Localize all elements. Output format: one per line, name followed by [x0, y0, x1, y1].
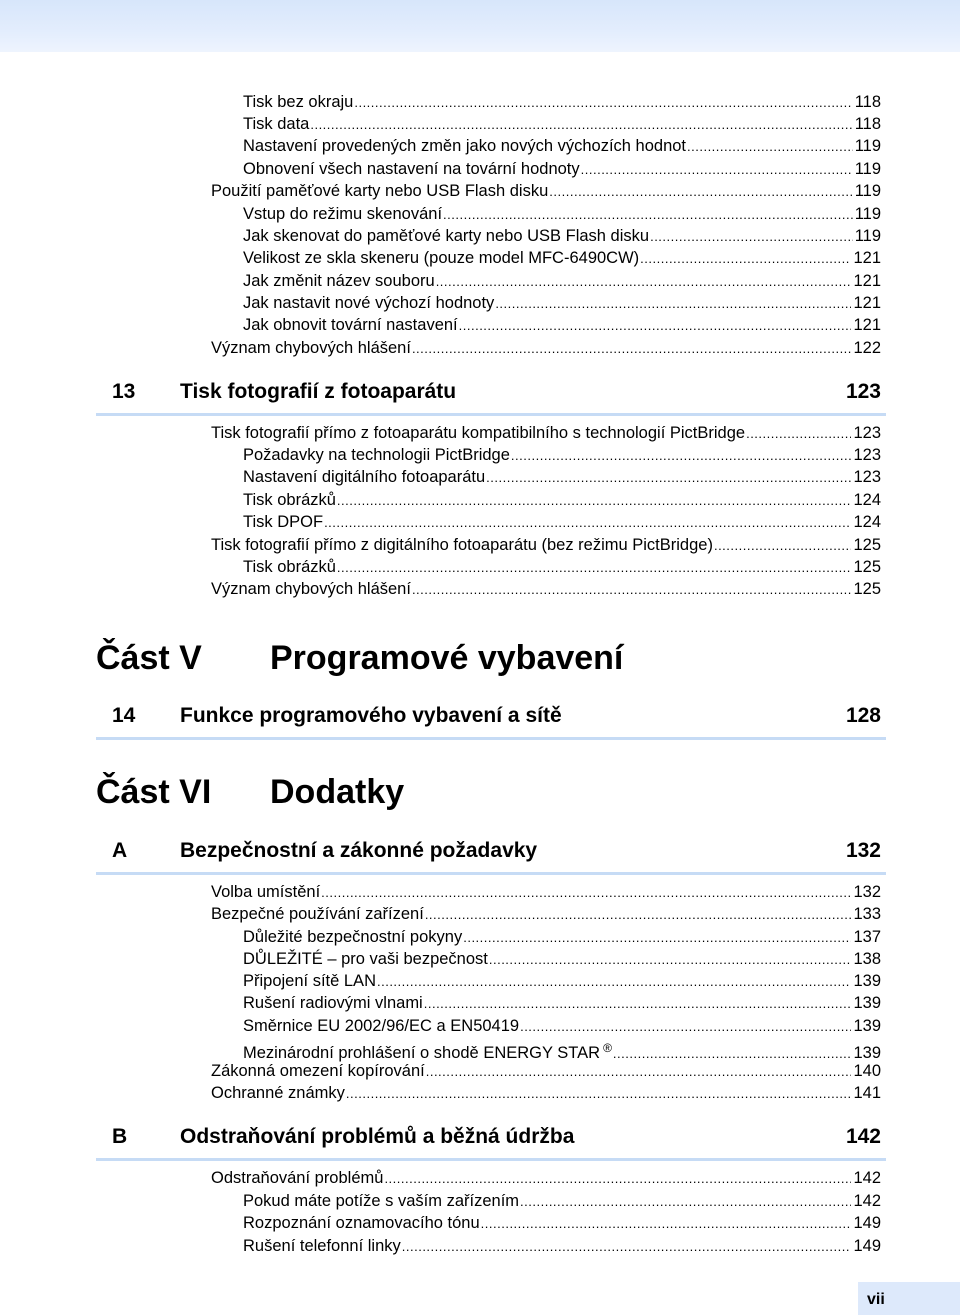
- toc-entry-label: Význam chybových hlášení: [211, 580, 411, 598]
- dot-leader: [549, 181, 852, 203]
- toc-entry-page: 124: [853, 491, 881, 509]
- dot-leader: [425, 904, 852, 926]
- dot-leader: [495, 293, 851, 315]
- toc-entry-label: Pokud máte potíže s vaším zařízením: [243, 1192, 520, 1210]
- toc-entry-page: 119: [854, 160, 881, 178]
- toc-entry-label: Rozpoznání oznamovacího tónu: [243, 1214, 480, 1232]
- toc-entry[interactable]: [243, 444, 881, 466]
- toc-entry-label: Jak nastavit nové výchozí hodnoty: [243, 294, 495, 312]
- toc-entry-page: 121: [853, 249, 881, 267]
- toc-entry-page: 132: [853, 883, 881, 901]
- part-title: Dodatky: [270, 773, 405, 811]
- dot-leader: [581, 159, 853, 181]
- toc-entry-page: 140: [853, 1062, 881, 1080]
- chapter-page: 123: [845, 380, 881, 403]
- toc-entry-label: Jak obnovit tovární nastavení: [243, 316, 458, 334]
- toc-entry-page: 139: [853, 972, 881, 990]
- toc-entry-page: 138: [853, 950, 881, 968]
- toc-entry[interactable]: [243, 948, 881, 970]
- toc-entry-page: 141: [853, 1084, 881, 1102]
- chapter-page: 128: [845, 704, 881, 727]
- dot-leader: [650, 226, 853, 248]
- dot-leader: [436, 271, 852, 293]
- toc-entry-page: 149: [853, 1214, 881, 1232]
- dot-leader: [714, 535, 852, 557]
- toc-entry[interactable]: [211, 1060, 881, 1082]
- toc-entry[interactable]: [211, 1167, 881, 1189]
- toc-entry[interactable]: [211, 337, 881, 359]
- chapter-number: B: [112, 1125, 128, 1148]
- chapter-heading-14[interactable]: [96, 701, 886, 740]
- toc-entry-page: 142: [853, 1169, 881, 1187]
- dot-leader: [426, 1061, 852, 1083]
- toc-entry-page: 119: [854, 137, 881, 155]
- dot-leader: [402, 1236, 852, 1258]
- part-heading-vi: [96, 770, 886, 814]
- dot-leader: [310, 114, 852, 136]
- dot-leader: [486, 467, 851, 489]
- toc-entry-page: 149: [853, 1237, 881, 1255]
- dot-leader: [511, 445, 852, 467]
- toc-entry-label: Důležité bezpečnostní pokyny: [243, 928, 463, 946]
- toc-entry[interactable]: [211, 1082, 881, 1104]
- chapter-title: Tisk fotografií z fotoaparátu: [180, 380, 457, 403]
- toc-entry-page: 118: [854, 115, 881, 133]
- dot-leader: [481, 1213, 852, 1235]
- chapter-number: 13: [112, 380, 136, 403]
- toc-entry-page: 123: [853, 446, 881, 464]
- dot-leader: [459, 315, 852, 337]
- part-label: Část VI: [96, 773, 212, 811]
- toc-entry-page: 124: [853, 513, 881, 531]
- toc-entry-label: Tisk obrázků: [243, 558, 336, 576]
- toc-entry[interactable]: [243, 511, 881, 533]
- toc-entry-label: Rušení radiovými vlnami: [243, 994, 423, 1012]
- toc-entry-page: 121: [853, 272, 881, 290]
- toc-entry-label: Připojení sítě LAN: [243, 972, 376, 990]
- dot-leader: [337, 557, 852, 579]
- toc-entry[interactable]: [243, 1190, 881, 1212]
- toc-entry[interactable]: [243, 1212, 881, 1234]
- toc-entry-label: Tisk bez okraju: [243, 93, 354, 111]
- toc-entry-label: Směrnice EU 2002/96/EC a EN50419: [243, 1017, 520, 1035]
- toc-entry-label: Bezpečné používání zařízení: [211, 905, 424, 923]
- toc-entry[interactable]: [211, 534, 881, 556]
- chapter-heading-a[interactable]: [96, 836, 886, 875]
- dot-leader: [384, 1168, 851, 1190]
- toc-entry-label: Obnovení všech nastavení na tovární hodnoty: [243, 160, 580, 178]
- chapter-number: 14: [112, 704, 136, 727]
- toc-entry[interactable]: [243, 992, 881, 1014]
- dot-leader: [746, 423, 851, 445]
- part-heading-v: [96, 636, 886, 680]
- toc-entry-page: 125: [853, 580, 881, 598]
- toc-entry-label: Jak skenovat do paměťové karty nebo USB Flash disku: [243, 227, 650, 245]
- toc-entry-page: 125: [853, 558, 881, 576]
- toc-entry-label: Význam chybových hlášení: [211, 339, 411, 357]
- toc-entry-page: 139: [853, 994, 881, 1012]
- toc-entry[interactable]: [243, 1235, 881, 1257]
- toc-entry-label: Tisk obrázků: [243, 491, 336, 509]
- toc-entry-label: Zákonná omezení kopírování: [211, 1062, 425, 1080]
- toc-entry-page: 139: [853, 1017, 881, 1035]
- toc-entry-page: 123: [853, 468, 881, 486]
- toc-entry[interactable]: [243, 466, 881, 488]
- toc-entry-label: Použití paměťové karty nebo USB Flash disku: [211, 182, 549, 200]
- toc-entry[interactable]: [211, 903, 881, 925]
- toc-entry-label: Požadavky na technologii PictBridge: [243, 446, 510, 464]
- toc-entry[interactable]: [243, 270, 881, 292]
- toc-entry[interactable]: [243, 292, 881, 314]
- dot-leader: [424, 993, 852, 1015]
- dot-leader: [520, 1191, 851, 1213]
- toc-entry-label: Volba umístění: [211, 883, 321, 901]
- chapter-title: Bezpečnostní a zákonné požadavky: [180, 839, 538, 862]
- toc-entry-label: Vstup do režimu skenování: [243, 205, 443, 223]
- toc-entry-page: 142: [853, 1192, 881, 1210]
- toc-entry[interactable]: [243, 1015, 881, 1037]
- toc-entry-label: Odstraňování problémů: [211, 1169, 384, 1187]
- dot-leader: [337, 490, 852, 512]
- toc-entry-label: Tisk DPOF: [243, 513, 324, 531]
- toc-entry[interactable]: [243, 970, 881, 992]
- chapter-heading-b[interactable]: [96, 1122, 886, 1161]
- toc-entry[interactable]: [243, 91, 881, 113]
- toc-entry-page: 119: [854, 205, 881, 223]
- toc-entry-label: Jak změnit název souboru: [243, 272, 435, 290]
- dot-leader: [412, 579, 852, 601]
- toc-entry-label: Nastavení digitálního fotoaparátu: [243, 468, 486, 486]
- toc-entry-page: 119: [854, 182, 881, 200]
- dot-leader: [346, 1083, 852, 1105]
- toc-entry-page: 133: [853, 905, 881, 923]
- dot-leader: [321, 882, 851, 904]
- part-label: Část V: [96, 639, 202, 677]
- toc-entry-label: DŮLEŽITÉ – pro vaši bezpečnost: [243, 950, 488, 968]
- dot-leader: [443, 204, 853, 226]
- toc-entry[interactable]: [211, 881, 881, 903]
- chapter-title: Funkce programového vybavení a sítě: [180, 704, 562, 727]
- toc-entry-page: 139: [853, 1044, 881, 1062]
- dot-leader: [377, 971, 851, 993]
- toc-entry-page: 125: [853, 536, 881, 554]
- chapter-page: 142: [845, 1125, 881, 1148]
- toc-entry[interactable]: [211, 180, 881, 202]
- dot-leader: [354, 92, 852, 114]
- dot-leader: [463, 927, 851, 949]
- toc-entry[interactable]: [243, 1037, 881, 1062]
- chapter-number: A: [112, 839, 128, 862]
- toc-entry-page: 119: [854, 227, 881, 245]
- header-band: [0, 0, 960, 52]
- registered-mark: ®: [603, 1041, 612, 1055]
- toc-entry[interactable]: [211, 422, 881, 444]
- dot-leader: [489, 949, 852, 971]
- dot-leader: [324, 512, 851, 534]
- toc-entry[interactable]: [243, 314, 881, 336]
- chapter-title: Odstraňování problémů a běžná údržba: [180, 1125, 575, 1148]
- toc-entry-page: 122: [853, 339, 881, 357]
- toc-entry-label: Tisk fotografií přímo z digitálního fotoaparátu (bez režimu PictBridge): [211, 536, 713, 554]
- toc-entry[interactable]: [243, 113, 881, 135]
- toc-entry[interactable]: [243, 135, 881, 157]
- toc-entry-page: 121: [853, 316, 881, 334]
- toc-entry-label: Velikost ze skla skeneru (pouze model MFC-6490CW): [243, 249, 640, 267]
- toc-entry-label: Ochranné známky: [211, 1084, 345, 1102]
- toc-entry-label-text: Mezinárodní prohlášení o shodě ENERGY STAR: [243, 1044, 601, 1062]
- toc-entry[interactable]: [243, 225, 881, 247]
- toc-entry-page: 123: [853, 424, 881, 442]
- toc-entry-label: Rušení telefonní linky: [243, 1237, 401, 1255]
- part-title: Programové vybavení: [270, 639, 624, 677]
- toc-entry[interactable]: [243, 247, 881, 269]
- toc-entry[interactable]: [243, 926, 881, 948]
- dot-leader: [687, 136, 853, 158]
- dot-leader: [412, 338, 852, 360]
- dot-leader: [640, 248, 851, 270]
- chapter-page: 132: [845, 839, 881, 862]
- toc-entry-page: 121: [853, 294, 881, 312]
- toc-entry-label: Tisk fotografií přímo z fotoaparátu kompatibilního s technologií PictBridge: [211, 424, 746, 442]
- toc-entry[interactable]: [243, 556, 881, 578]
- toc-entry[interactable]: [243, 203, 881, 225]
- toc-entry[interactable]: [243, 489, 881, 511]
- toc-entry-page: 118: [854, 93, 881, 111]
- chapter-heading-13[interactable]: [96, 377, 886, 416]
- toc-entry[interactable]: [243, 158, 881, 180]
- toc-entry-page: 137: [853, 928, 881, 946]
- toc-entry-label: Nastavení provedených změn jako nových výchozích hodnot: [243, 137, 687, 155]
- toc-entry-label: Tisk data: [243, 115, 310, 133]
- dot-leader: [520, 1016, 851, 1038]
- page-number: vii: [867, 1291, 885, 1308]
- toc-entry[interactable]: [211, 578, 881, 600]
